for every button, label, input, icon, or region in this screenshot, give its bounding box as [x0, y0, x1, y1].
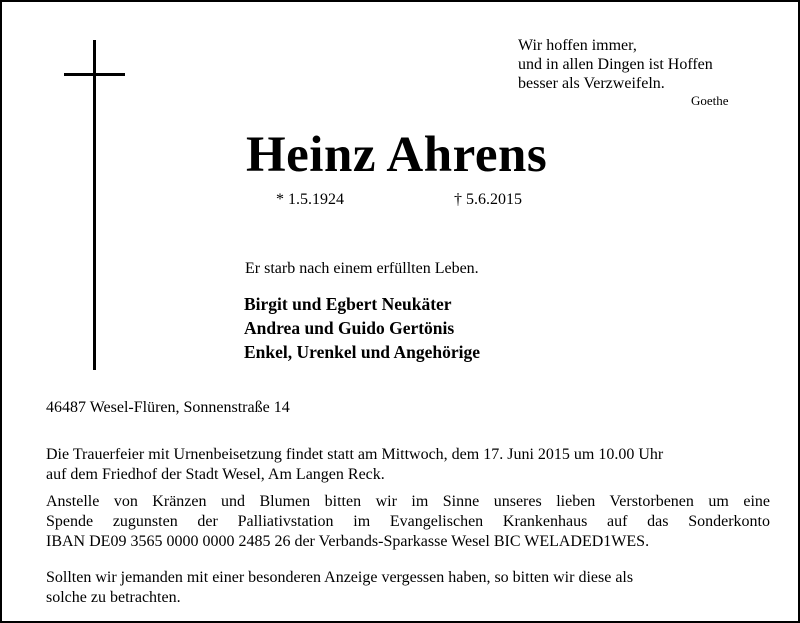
death-date: † 5.6.2015 [454, 191, 522, 208]
quote-author: Goethe [691, 93, 729, 108]
birth-date: * 1.5.1924 [276, 191, 344, 208]
paragraph-line: Anstelle von Kränzen und Blumen bitten wir im Sinne unseres lieben Verstorbenen um eine [46, 493, 770, 510]
quote-line: Wir hoffen immer, [518, 37, 637, 54]
quote-line: und in allen Dingen ist Hoffen [518, 56, 713, 73]
cross-icon-bar [64, 73, 125, 76]
paragraph-line: Sollten wir jemanden mit einer besonderen Anzeige vergessen haben, so bitten wir diese als [46, 569, 634, 586]
donation-paragraph [46, 492, 770, 552]
mourner: Birgit und Egbert Neukäter [244, 294, 452, 314]
mourner: Andrea und Guido Gertönis [244, 318, 455, 338]
address: 46487 Wesel-Flüren, Sonnenstraße 14 [46, 399, 290, 416]
mourners-list [244, 292, 480, 364]
deceased-name: Heinz Ahrens [246, 127, 548, 183]
funeral-paragraph [46, 445, 770, 485]
quote [518, 36, 713, 93]
mourner: Enkel, Urenkel und Angehörige [244, 342, 480, 362]
paragraph-line: Die Trauerfeier mit Urnenbeisetzung findet statt am Mittwoch, dem 17. Juni 2015 um 10.00 Uhr [46, 446, 664, 463]
cross-icon [93, 40, 96, 370]
paragraph-line: Spende zugunsten der Palliativstation im Evangelischen Krankenhaus auf das Sonderkonto [46, 513, 770, 530]
closing-paragraph [46, 568, 770, 608]
paragraph-line: IBAN DE09 3565 0000 0000 2485 26 der Verbands-Sparkasse Wesel BIC WELADED1WES. [46, 533, 650, 550]
paragraph-line: solche zu betrachten. [46, 589, 181, 606]
paragraph-line: auf dem Friedhof der Stadt Wesel, Am Langen Reck. [46, 466, 385, 483]
tribute-text: Er starb nach einem erfüllten Leben. [245, 260, 479, 277]
quote-line: besser als Verzweifeln. [518, 75, 665, 92]
